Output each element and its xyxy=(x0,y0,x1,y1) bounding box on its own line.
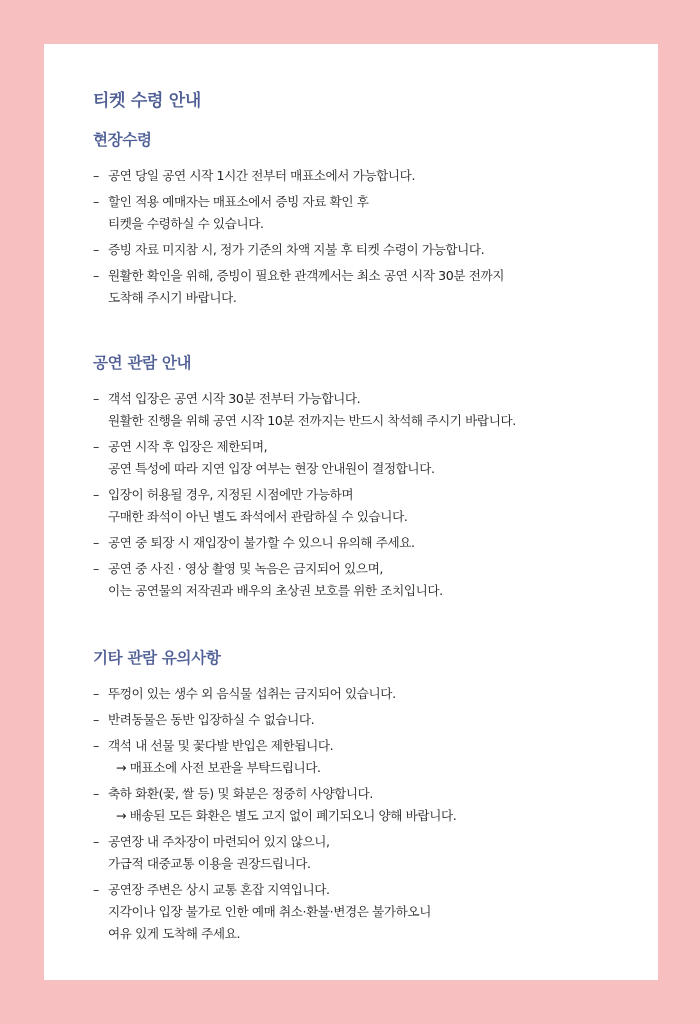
item-text: 지각이나 입장 불가로 인한 예매 취소·환불·변경은 불가하오니 xyxy=(108,904,431,919)
bullet-dash: – xyxy=(93,786,99,801)
item-text: 여유 있게 도착해 주세요. xyxy=(108,926,241,941)
item-text: 반려동물은 동반 입장하실 수 없습니다. xyxy=(108,712,315,727)
item-text: 객석 내 선물 및 꽃다발 반입은 제한됩니다. xyxy=(108,738,334,753)
section-heading: 공연 관람 안내 xyxy=(93,354,192,372)
list-item xyxy=(93,683,658,705)
bullet-dash: – xyxy=(93,487,99,502)
bullet-dash: – xyxy=(93,242,99,257)
list-item xyxy=(93,484,658,528)
bullet-dash: – xyxy=(93,535,99,550)
bullet-dash: – xyxy=(93,194,99,209)
bullet-dash: – xyxy=(93,561,99,576)
section-performance-guide xyxy=(93,351,658,602)
item-subnote: → 매표소에 사전 보관을 부탁드립니다. xyxy=(116,760,321,775)
item-text: 공연 중 퇴장 시 재입장이 불가할 수 있으니 유의해 주세요. xyxy=(108,535,415,550)
bullet-dash: – xyxy=(93,882,99,897)
bullet-dash: – xyxy=(93,168,99,183)
item-text: 객석 입장은 공연 시작 30분 전부터 가능합니다. xyxy=(108,391,361,406)
item-text: 뚜껑이 있는 생수 외 음식물 섭취는 금지되어 있습니다. xyxy=(108,686,396,701)
bullet-dash: – xyxy=(93,686,99,701)
list-item xyxy=(93,709,658,731)
list-item xyxy=(93,831,658,875)
item-text: 공연 중 사진 · 영상 촬영 및 녹음은 금지되어 있으며, xyxy=(108,561,383,576)
section-other-notes xyxy=(93,646,658,945)
other-notes-list xyxy=(93,683,658,945)
item-text: 입장이 허용될 경우, 지정된 시점에만 가능하며 xyxy=(108,487,354,502)
item-text: 공연장 내 주차장이 마련되어 있지 않으니, xyxy=(108,834,330,849)
list-item xyxy=(93,265,658,309)
list-item xyxy=(93,879,658,945)
list-item xyxy=(93,735,658,779)
item-text: 구매한 좌석이 아닌 별도 좌석에서 관람하실 수 있습니다. xyxy=(108,509,408,524)
bullet-dash: – xyxy=(93,439,99,454)
item-text: 이는 공연물의 저작권과 배우의 초상권 보호를 위한 조치입니다. xyxy=(108,583,443,598)
bullet-dash: – xyxy=(93,834,99,849)
section-onsite-pickup xyxy=(93,128,658,309)
list-item xyxy=(93,165,658,187)
item-text: 증빙 자료 미지참 시, 정가 기준의 차액 지불 후 티켓 수령이 가능합니다. xyxy=(108,242,485,257)
item-text: 원활한 확인을 위해, 증빙이 필요한 관객께서는 최소 공연 시작 30분 전까지 xyxy=(108,268,505,283)
list-item xyxy=(93,239,658,261)
list-item xyxy=(93,436,658,480)
list-item xyxy=(93,388,658,432)
item-subnote: → 배송된 모든 화환은 별도 고지 없이 폐기되오니 양해 바랍니다. xyxy=(116,808,457,823)
bullet-dash: – xyxy=(93,738,99,753)
list-item xyxy=(93,783,658,827)
notice-card xyxy=(44,44,658,980)
item-text: 공연 시작 후 입장은 제한되며, xyxy=(108,439,268,454)
item-text: 공연장 주변은 상시 교통 혼잡 지역입니다. xyxy=(108,882,330,897)
onsite-pickup-list xyxy=(93,165,658,309)
list-item xyxy=(93,558,658,602)
section-heading: 현장수령 xyxy=(93,131,152,149)
performance-guide-list xyxy=(93,388,658,602)
item-text: 공연 당일 공연 시작 1시간 전부터 매표소에서 가능합니다. xyxy=(108,168,416,183)
page-title: 티켓 수령 안내 xyxy=(93,91,201,111)
item-text: 도착해 주시기 바랍니다. xyxy=(108,290,237,305)
section-heading: 기타 관람 유의사항 xyxy=(93,649,221,667)
item-text: 할인 적용 예매자는 매표소에서 증빙 자료 확인 후 xyxy=(108,194,369,209)
item-text: 티켓을 수령하실 수 있습니다. xyxy=(108,216,264,231)
item-text: 가급적 대중교통 이용을 권장드립니다. xyxy=(108,856,311,871)
list-item xyxy=(93,532,658,554)
bullet-dash: – xyxy=(93,391,99,406)
bullet-dash: – xyxy=(93,268,99,283)
bullet-dash: – xyxy=(93,712,99,727)
list-item xyxy=(93,191,658,235)
item-text: 공연 특성에 따라 지연 입장 여부는 현장 안내원이 결정합니다. xyxy=(108,461,435,476)
item-text: 원활한 진행을 위해 공연 시작 10분 전까지는 반드시 착석해 주시기 바랍니다. xyxy=(108,413,516,428)
item-text: 축하 화환(꽃, 쌀 등) 및 화분은 정중히 사양합니다. xyxy=(108,786,374,801)
